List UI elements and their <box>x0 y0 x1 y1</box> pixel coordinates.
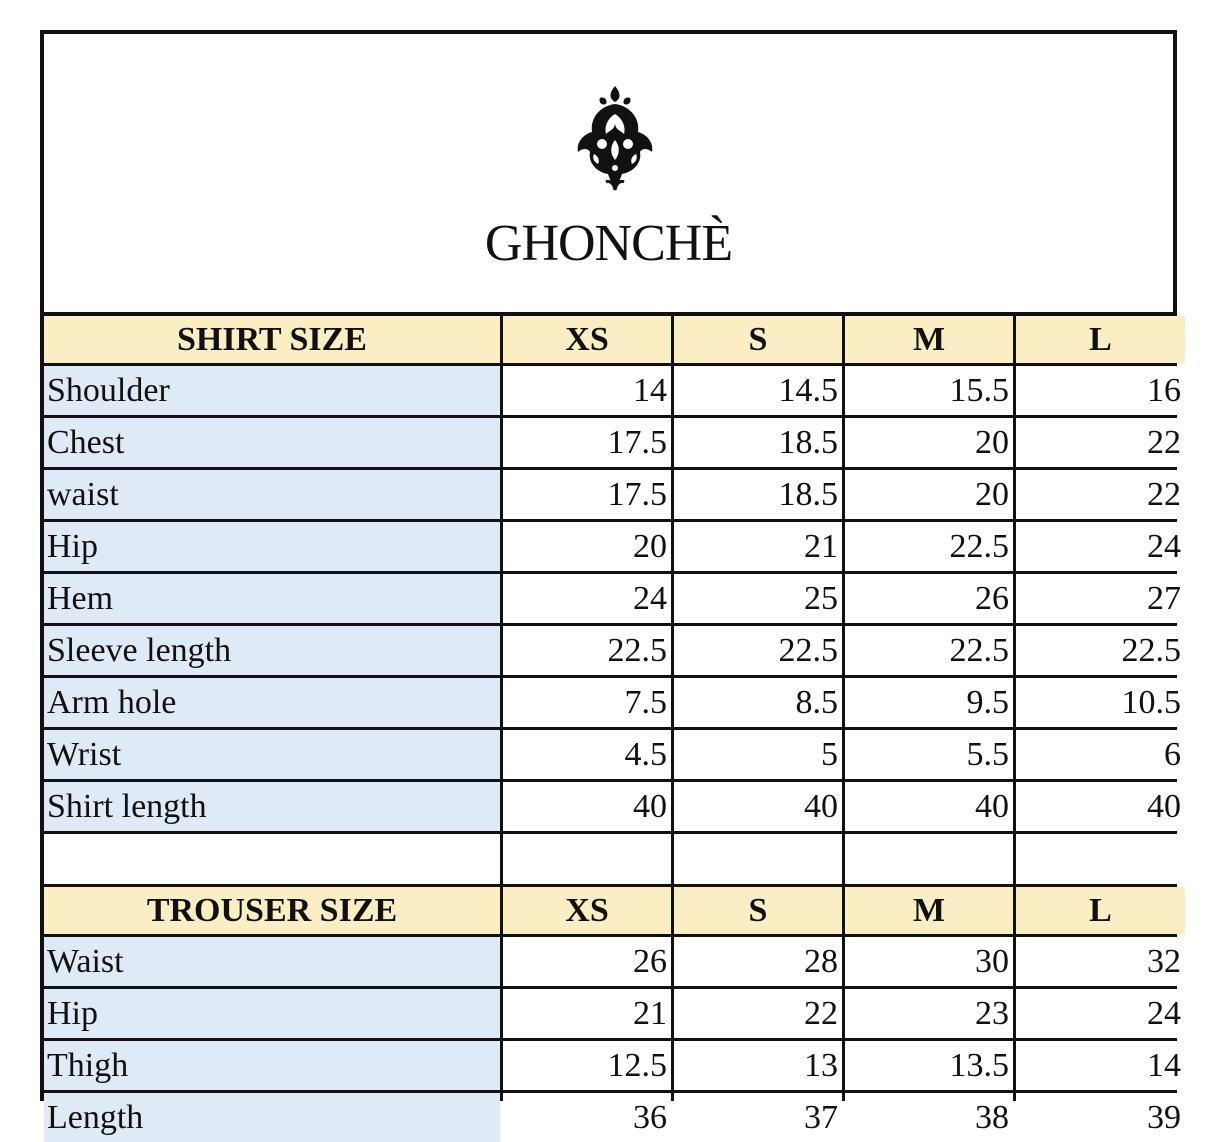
trouser-row-value: 14 <box>1016 1041 1185 1090</box>
shirt-row-value: 14 <box>503 366 671 415</box>
trouser-size-header-s: S <box>674 887 842 934</box>
trouser-row-value: 23 <box>845 989 1013 1038</box>
shirt-row-value: 22 <box>1016 470 1185 519</box>
trouser-row-value: 30 <box>845 937 1013 986</box>
brand-name: GHONCHÈ <box>484 215 733 272</box>
shirt-row-value: 40 <box>845 782 1013 831</box>
shirt-row-label: Hem <box>44 574 500 623</box>
shirt-row-value: 27 <box>1016 574 1185 623</box>
trouser-size-header-xs: XS <box>503 887 671 934</box>
shirt-row-value: 40 <box>674 782 842 831</box>
trouser-row-value: 39 <box>1016 1093 1185 1142</box>
spacer-cell <box>503 834 671 884</box>
shirt-row-value: 6 <box>1016 730 1185 779</box>
shirt-size-header-xs: XS <box>503 316 671 363</box>
trouser-row-value: 37 <box>674 1093 842 1142</box>
shirt-row-label: Shirt length <box>44 782 500 831</box>
damask-ornament-icon <box>570 84 660 194</box>
shirt-size-title: SHIRT SIZE <box>44 316 500 363</box>
size-chart-frame <box>40 30 1181 1136</box>
shirt-row-value: 5.5 <box>845 730 1013 779</box>
trouser-row-value: 28 <box>674 937 842 986</box>
shirt-row-value: 26 <box>845 574 1013 623</box>
shirt-row-value: 25 <box>674 574 842 623</box>
shirt-row-value: 8.5 <box>674 678 842 727</box>
trouser-row-value: 12.5 <box>503 1041 671 1090</box>
shirt-row-value: 14.5 <box>674 366 842 415</box>
shirt-row-value: 40 <box>1016 782 1185 831</box>
shirt-row-value: 24 <box>1016 522 1185 571</box>
shirt-size-header-l: L <box>1016 316 1185 363</box>
trouser-row-label: Waist <box>44 937 500 986</box>
spacer-cell <box>44 834 500 884</box>
shirt-row-value: 20 <box>845 418 1013 467</box>
shirt-row-value: 22.5 <box>845 626 1013 675</box>
shirt-row-value: 18.5 <box>674 418 842 467</box>
trouser-row-value: 13.5 <box>845 1041 1013 1090</box>
shirt-row-value: 21 <box>674 522 842 571</box>
shirt-row-value: 7.5 <box>503 678 671 727</box>
shirt-row-value: 22.5 <box>503 626 671 675</box>
shirt-row-label: Shoulder <box>44 366 500 415</box>
shirt-row-label: Hip <box>44 522 500 571</box>
trouser-row-value: 32 <box>1016 937 1185 986</box>
trouser-row-label: Thigh <box>44 1041 500 1090</box>
shirt-row-value: 10.5 <box>1016 678 1185 727</box>
trouser-row-label: Length <box>44 1093 500 1142</box>
trouser-row-value: 36 <box>503 1093 671 1142</box>
spacer-cell <box>1016 834 1185 884</box>
shirt-row-value: 4.5 <box>503 730 671 779</box>
shirt-row-value: 20 <box>845 470 1013 519</box>
shirt-row-value: 40 <box>503 782 671 831</box>
shirt-row-value: 5 <box>674 730 842 779</box>
trouser-size-header-m: M <box>845 887 1013 934</box>
shirt-row-value: 22 <box>1016 418 1185 467</box>
brand-header <box>44 34 1173 316</box>
shirt-row-value: 16 <box>1016 366 1185 415</box>
trouser-row-value: 38 <box>845 1093 1013 1142</box>
spacer-cell <box>674 834 842 884</box>
trouser-size-title: TROUSER SIZE <box>44 887 500 934</box>
trouser-row-value: 26 <box>503 937 671 986</box>
trouser-row-value: 22 <box>674 989 842 1038</box>
shirt-row-value: 22.5 <box>845 522 1013 571</box>
shirt-row-value: 15.5 <box>845 366 1013 415</box>
shirt-row-label: Sleeve length <box>44 626 500 675</box>
shirt-row-value: 9.5 <box>845 678 1013 727</box>
shirt-row-value: 17.5 <box>503 418 671 467</box>
trouser-row-label: Hip <box>44 989 500 1038</box>
trouser-row-value: 21 <box>503 989 671 1038</box>
shirt-row-value: 24 <box>503 574 671 623</box>
size-table <box>44 316 1181 1136</box>
shirt-row-label: waist <box>44 470 500 519</box>
trouser-row-value: 24 <box>1016 989 1185 1038</box>
shirt-row-label: Wrist <box>44 730 500 779</box>
trouser-size-header-l: L <box>1016 887 1185 934</box>
spacer-cell <box>845 834 1013 884</box>
shirt-row-value: 20 <box>503 522 671 571</box>
shirt-row-value: 17.5 <box>503 470 671 519</box>
shirt-size-header-m: M <box>845 316 1013 363</box>
shirt-row-value: 18.5 <box>674 470 842 519</box>
shirt-size-header-s: S <box>674 316 842 363</box>
shirt-row-value: 22.5 <box>1016 626 1185 675</box>
shirt-row-value: 22.5 <box>674 626 842 675</box>
shirt-row-label: Arm hole <box>44 678 500 727</box>
shirt-row-label: Chest <box>44 418 500 467</box>
trouser-row-value: 13 <box>674 1041 842 1090</box>
